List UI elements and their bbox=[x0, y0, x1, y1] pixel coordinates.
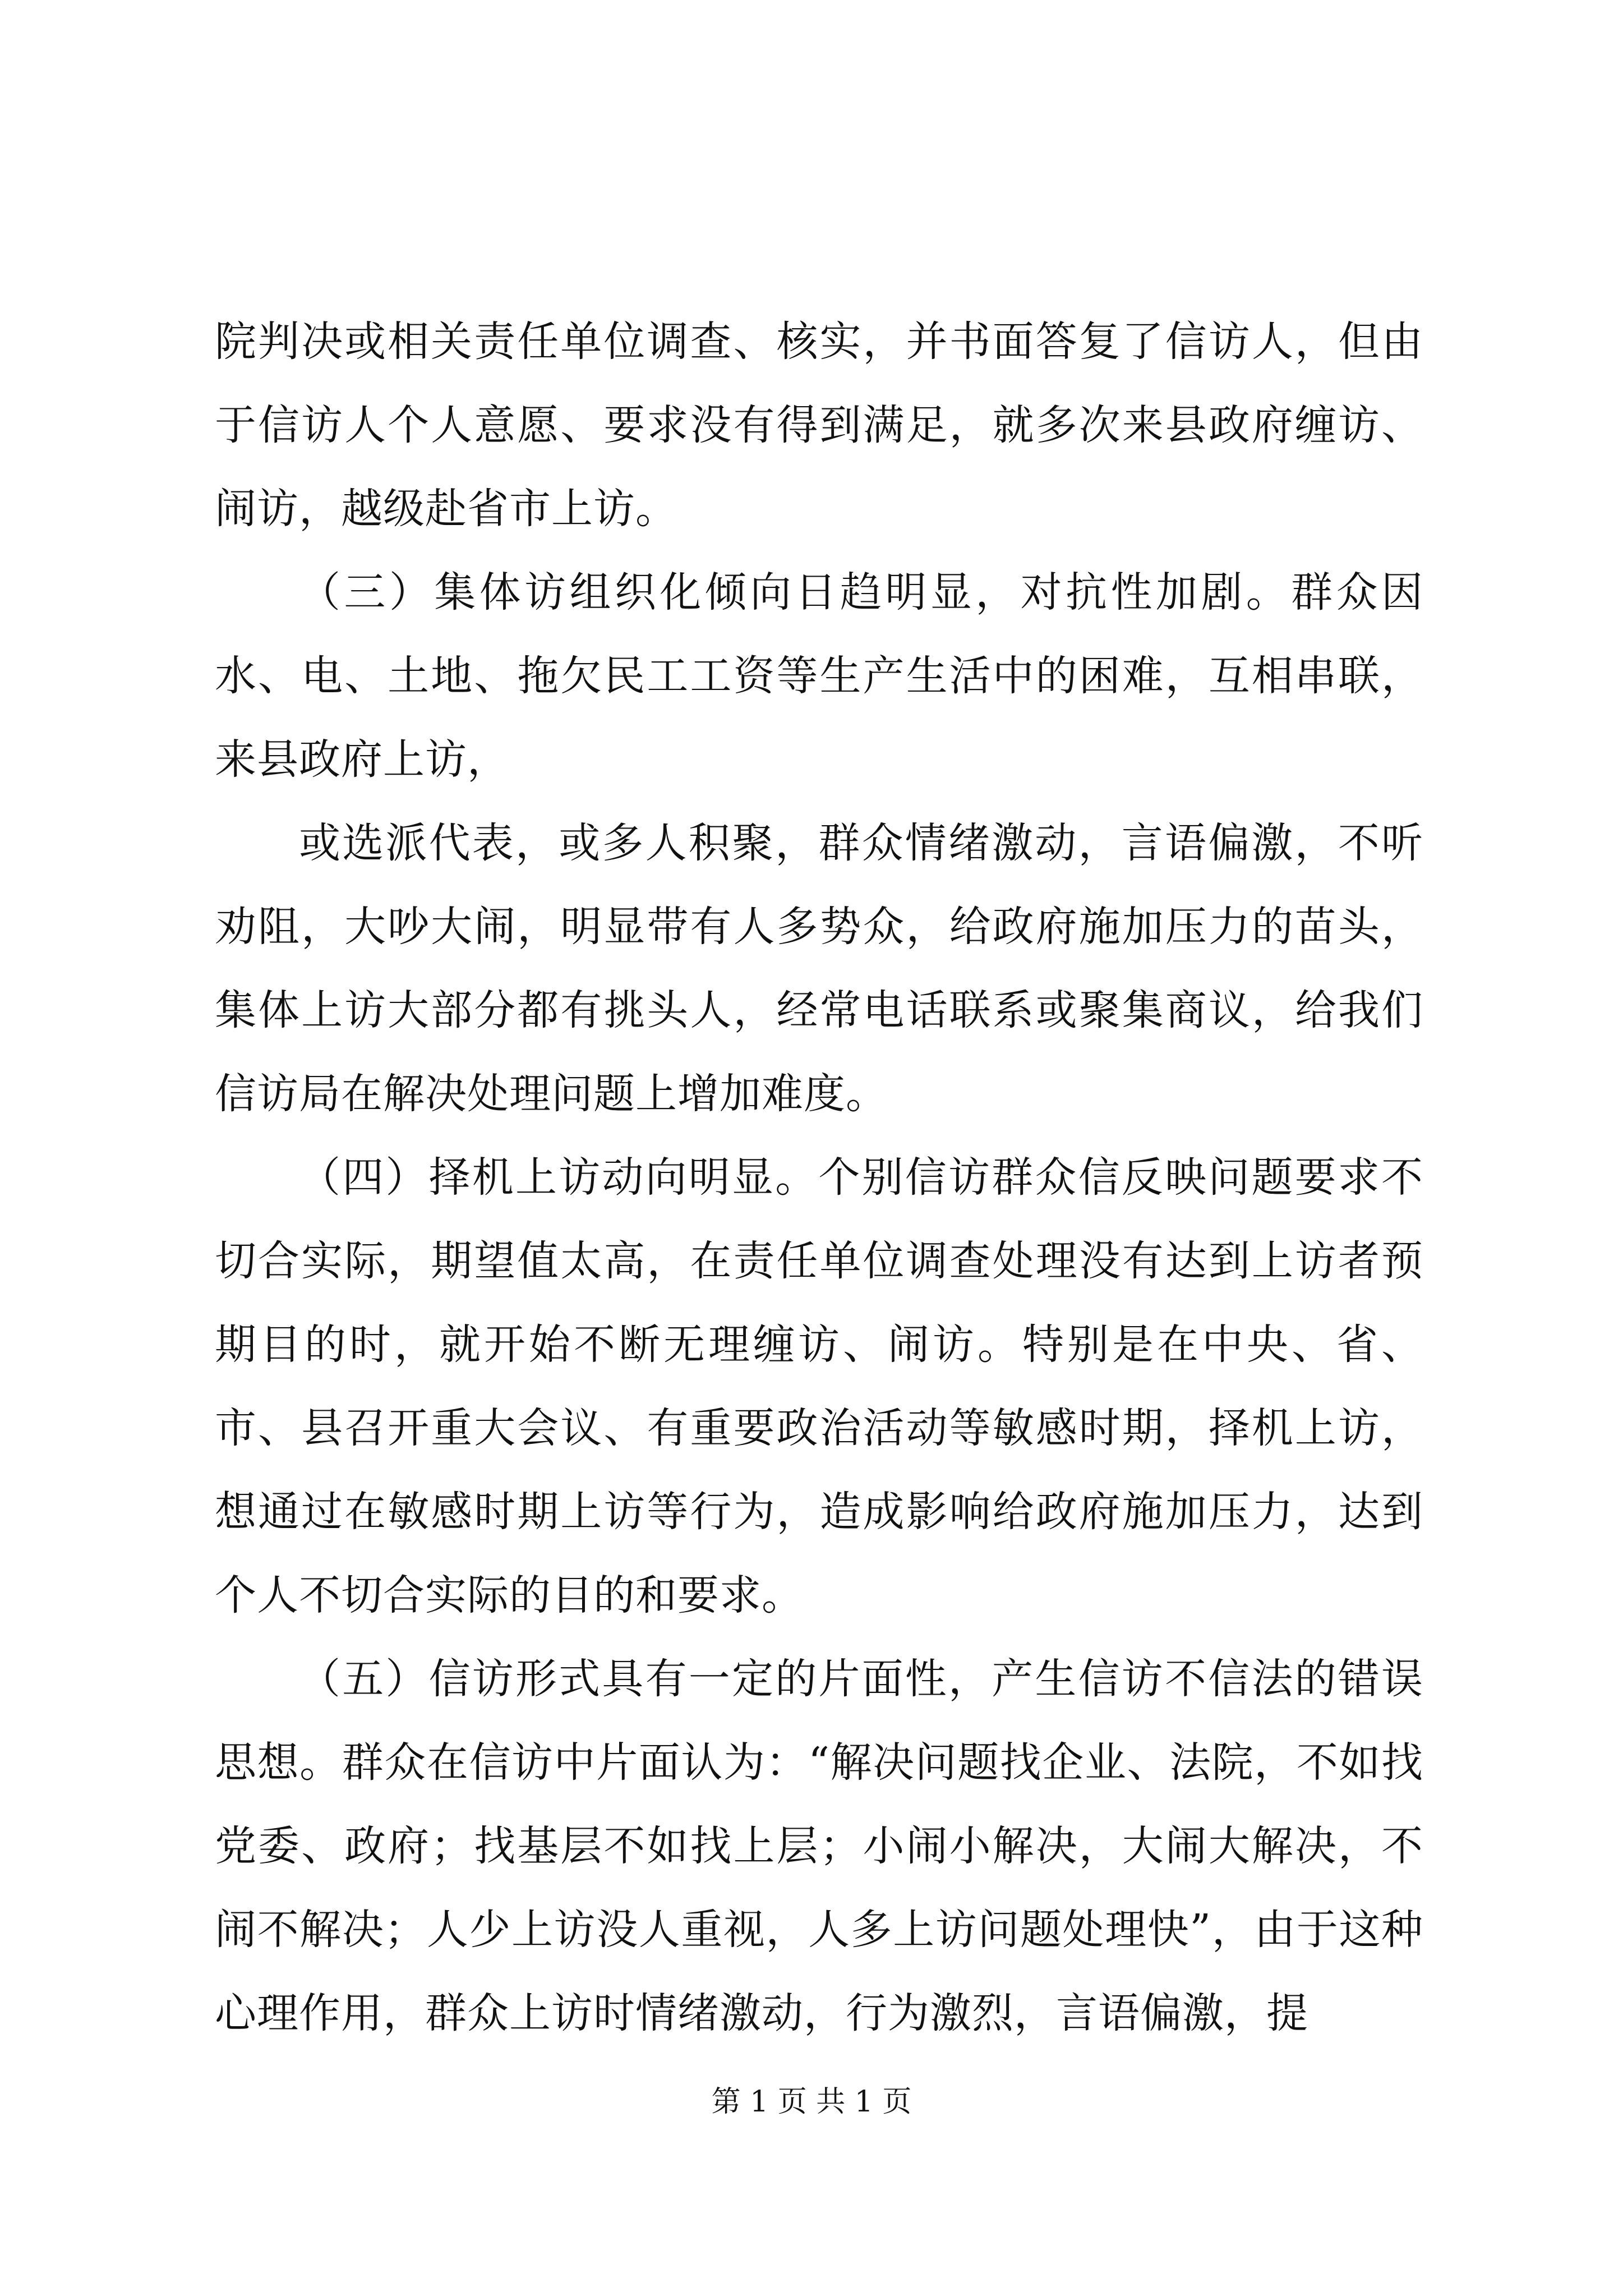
paragraph-2: （三）集体访组织化倾向日趋明显，对抗性加剧。群众因水、电、土地、拖欠民工工资等生产生活中的困难，互相串联，来县政府上访， bbox=[215, 568, 1423, 784]
paragraph-1: 院判决或相关责任单位调查、核实，并书面答复了信访人，但由于信访人个人意愿、要求没有得到满足，就多次来县政府缠访、闹访，越级赴省市上访。 bbox=[215, 318, 1423, 533]
page-footer: 第 1 页 共 1 页 bbox=[711, 2085, 912, 2119]
paragraph-4: （四）择机上访动向明显。个别信访群众信反映问题要求不切合实际，期望值太高，在责任单位调查处理没有达到上访者预期目的时，就开始不断无理缠访、闹访。特别是在中央、省、市、县召开重大会议、有重要政治活动等敏感时期，择机上访，想通过在敏感时期上访等行为，造成影响给政府施加压力，达到个人不切合实际的目的和要求。 bbox=[215, 1153, 1423, 1619]
paragraph-5: （五）信访形式具有一定的片面性，产生信访不信法的错误思想。群众在信访中片面认为：“解决问题找企业、法院，不如找党委、政府；找基层不如找上层；小闹小解决，大闹大解决，不闹不解决；人少上访没人重视，人多上访问题处理快”，由于这种心理作用，群众上访时情绪激动，行为激烈，言语偏激，提 bbox=[215, 1655, 1423, 2037]
paragraph-3: 或选派代表，或多人积聚，群众情绪激动，言语偏激，不听劝阻，大吵大闹，明显带有人多势众，给政府施加压力的苗头，集体上访大部分都有挑头人，经常电话联系或聚集商议，给我们信访局在解决处理问题上增加难度。 bbox=[215, 819, 1423, 1118]
document-body bbox=[215, 300, 1423, 2055]
